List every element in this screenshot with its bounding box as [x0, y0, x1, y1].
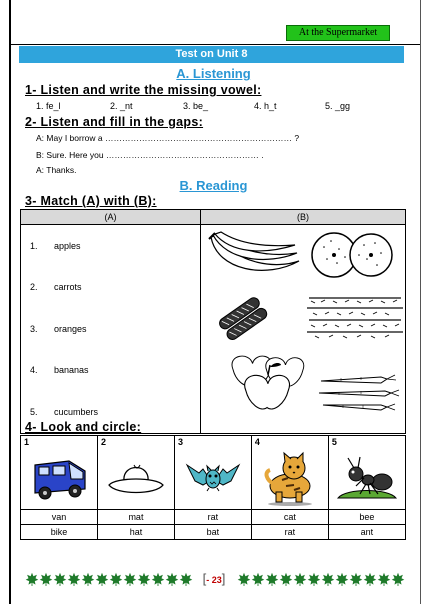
- item-number: 1: [24, 437, 30, 447]
- match-word[interactable]: [21, 267, 200, 309]
- word-number: 5.: [30, 406, 38, 417]
- maple-leaf-icon: [109, 572, 123, 586]
- section-b-heading: B. Reading: [179, 178, 248, 193]
- word-text: cucumbers: [54, 406, 99, 417]
- word-number: 2.: [30, 282, 38, 293]
- maple-leaf-icon: [265, 572, 279, 586]
- q4-heading: 4- Look and circle:: [25, 420, 142, 434]
- maple-leaf-icon: [123, 572, 137, 586]
- match-table: [20, 209, 406, 434]
- word-number: 4.: [30, 365, 38, 376]
- match-word[interactable]: [21, 350, 200, 392]
- bat-icon: [183, 455, 243, 503]
- maple-leaf-icon: [377, 572, 391, 586]
- dialog-line: [36, 150, 264, 160]
- page-number-text: - 23: [206, 575, 222, 585]
- section-a-heading: A. Listening: [176, 66, 251, 81]
- test-title: Test on Unit 8: [19, 46, 404, 63]
- picture-column: [201, 225, 406, 434]
- word-choice[interactable]: van: [21, 510, 98, 525]
- maple-leaf-icon: [53, 572, 67, 586]
- maple-leaf-icon: [165, 572, 179, 586]
- maple-leaf-icon: [237, 572, 251, 586]
- unit-tag: At the Supermarket: [286, 25, 390, 41]
- maple-leaf-icon: [335, 572, 349, 586]
- apples-picture[interactable]: [231, 355, 311, 417]
- bracket-left-icon: [: [202, 571, 207, 586]
- word-choice[interactable]: bat: [174, 525, 251, 540]
- word-choice[interactable]: ant: [328, 525, 405, 540]
- oranges-picture[interactable]: [309, 229, 395, 281]
- word-choice[interactable]: cat: [251, 510, 328, 525]
- word-choice[interactable]: mat: [97, 510, 174, 525]
- page-footer: [25, 569, 405, 591]
- hat-icon: [106, 455, 166, 503]
- vowel-item: 4. h_t: [254, 101, 277, 111]
- maple-leaf-icon: [179, 572, 193, 586]
- word-number: 1.: [30, 240, 38, 251]
- cucumbers-picture[interactable]: [215, 287, 269, 347]
- carrots-picture[interactable]: [311, 371, 401, 415]
- word-text: oranges: [54, 323, 87, 334]
- bracket-right-icon: ]: [221, 571, 226, 586]
- look-table: [20, 435, 406, 540]
- dialog-speaker: B:: [36, 150, 45, 160]
- item-number: 4: [254, 437, 260, 447]
- picture-cell: [97, 436, 174, 510]
- page-border-top: [9, 44, 421, 45]
- word-text: apples: [54, 240, 81, 251]
- maple-leaf-icon: [151, 572, 165, 586]
- item-number: 2: [100, 437, 106, 447]
- picture-cell: [251, 436, 328, 510]
- vowel-item: 2. _nt: [110, 101, 133, 111]
- word-text: carrots: [54, 282, 82, 293]
- column-a-header: (A): [21, 210, 201, 225]
- picture-cell: [174, 436, 251, 510]
- rice-picture[interactable]: [305, 291, 405, 341]
- dialog-speaker: A:: [36, 133, 45, 143]
- vowel-item: 3. be_: [183, 101, 209, 111]
- maple-leaf-icon: [25, 572, 39, 586]
- page-border-left: [9, 0, 11, 604]
- item-number: 5: [331, 437, 337, 447]
- dialog-line: [36, 133, 299, 143]
- vowel-item: 1. fe_l: [36, 101, 61, 111]
- picture-cell: [328, 436, 405, 510]
- page-border-right: [420, 0, 421, 604]
- word-choice[interactable]: rat: [174, 510, 251, 525]
- match-word[interactable]: [21, 308, 200, 350]
- q1-heading: 1- Listen and write the missing vowel:: [25, 83, 262, 97]
- word-choice[interactable]: rat: [251, 525, 328, 540]
- word-choice[interactable]: bee: [328, 510, 405, 525]
- maple-leaf-icon: [95, 572, 109, 586]
- cat-icon: [260, 450, 320, 506]
- dialog-line: [36, 165, 77, 175]
- dialog-text: May I borrow a ………………………………………………………… ?: [46, 133, 300, 143]
- q2-heading: 2- Listen and fill in the gaps:: [25, 115, 204, 129]
- maple-leaf-icon: [39, 572, 53, 586]
- q3-heading: 3- Match (A) with (B):: [25, 194, 157, 208]
- van-icon: [29, 455, 89, 503]
- vowel-item: 5. _gg: [325, 101, 351, 111]
- ant-icon: [336, 452, 398, 504]
- dialog-text: Thanks.: [46, 165, 77, 175]
- maple-leaf-icon: [293, 572, 307, 586]
- column-b-header: (B): [201, 210, 406, 225]
- maple-leaf-icon: [279, 572, 293, 586]
- maple-leaf-icon: [391, 572, 405, 586]
- dialog-speaker: A:: [36, 165, 45, 175]
- bananas-picture[interactable]: [207, 231, 303, 281]
- match-word[interactable]: [21, 225, 200, 267]
- word-column: [21, 225, 201, 434]
- maple-leaf-icon: [251, 572, 265, 586]
- word-choice[interactable]: hat: [97, 525, 174, 540]
- picture-cell: [21, 436, 98, 510]
- word-number: 3.: [30, 323, 38, 334]
- page-number: [198, 570, 230, 588]
- maple-leaf-icon: [349, 572, 363, 586]
- word-choice[interactable]: bike: [21, 525, 98, 540]
- maple-leaf-icon: [67, 572, 81, 586]
- word-text: bananas: [54, 365, 89, 376]
- dialog-text: Sure. Here you ……………………………………………… .: [46, 150, 264, 160]
- item-number: 3: [177, 437, 183, 447]
- maple-leaf-icon: [321, 572, 335, 586]
- maple-leaf-icon: [307, 572, 321, 586]
- maple-leaf-icon: [137, 572, 151, 586]
- maple-leaf-icon: [81, 572, 95, 586]
- maple-leaf-icon: [363, 572, 377, 586]
